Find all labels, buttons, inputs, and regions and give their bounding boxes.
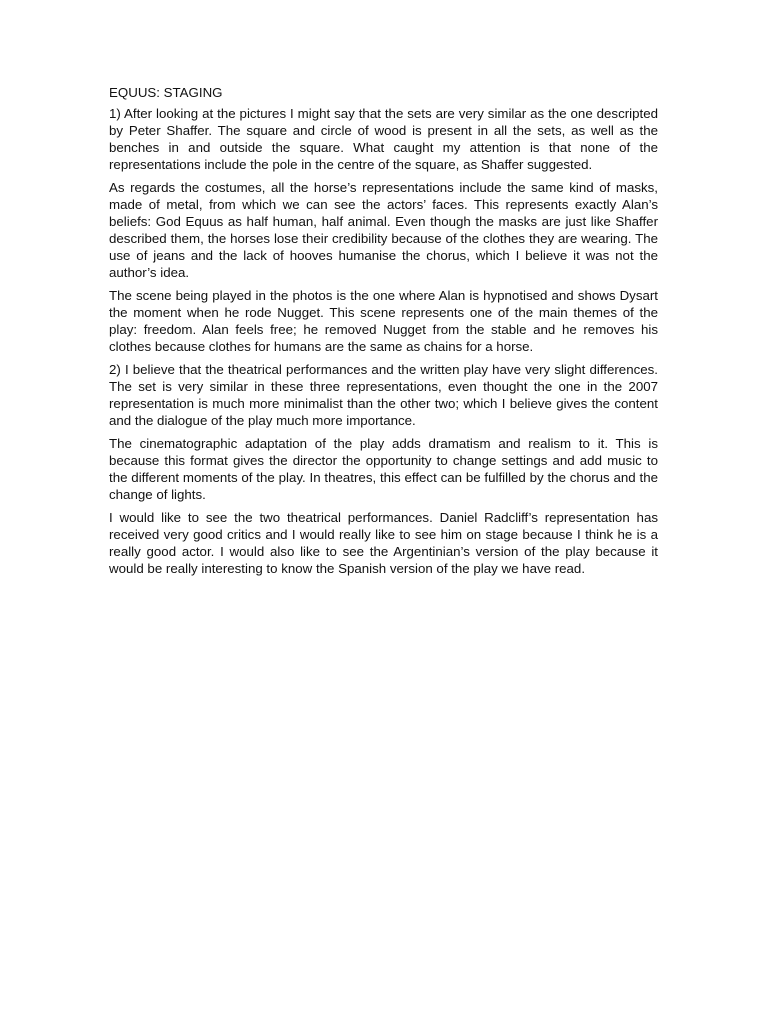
- paragraph-costumes: As regards the costumes, all the horse’s representations include the same kind of masks, made of metal, from which we can see the actors’ faces. This represents exactly Alan’s beliefs: God Equus as half human, half animal. Even though the masks are just like Shaffer described them, the horses lose their credibility because of the clothes they are wearing. The use of jeans and the lack of hooves humanise the chorus, which I believe it was not the author’s idea.: [109, 180, 658, 280]
- paragraph-scene: The scene being played in the photos is the one where Alan is hypnotised and shows Dysart the moment when he rode Nugget. This scene represents one of the main themes of the play: freedom. Alan feels free; he removed Nugget from the stable and he removes his clothes because clothes for humans are the same as chains for a horse.: [109, 288, 658, 354]
- document-page: [109, 84, 658, 583]
- paragraph-film-adaptation: The cinematographic adaptation of the play adds dramatism and realism to it. This is because this format gives the director the opportunity to change settings and add music to the different moments of the play. In theatres, this effect can be fulfilled by the chorus and the change of lights.: [109, 436, 658, 502]
- document-title: EQUUS: STAGING: [109, 85, 223, 100]
- paragraph-staging-sets: 1) After looking at the pictures I might say that the sets are very similar as the one descripted by Peter Shaffer. The square and circle of wood is present in all the sets, as well as the benches in and outside the square. What caught my attention is that none of the representations include the pole in the centre of the square, as Shaffer suggested.: [109, 106, 658, 172]
- paragraph-performances-wish: I would like to see the two theatrical performances. Daniel Radcliff’s representation has received very good critics and I would really like to see him on stage because I think he is a really good actor. I would also like to see the Argentinian’s version of the play because it would be really interesting to know the Spanish version of the play we have read.: [109, 510, 658, 576]
- paragraph-differences: 2) I believe that the theatrical performances and the written play have very slight differences. The set is very similar in these three representations, even thought the one in the 2007 representation is much more minimalist than the other two; which I believe gives the content and the dialogue of the play much more importance.: [109, 362, 658, 428]
